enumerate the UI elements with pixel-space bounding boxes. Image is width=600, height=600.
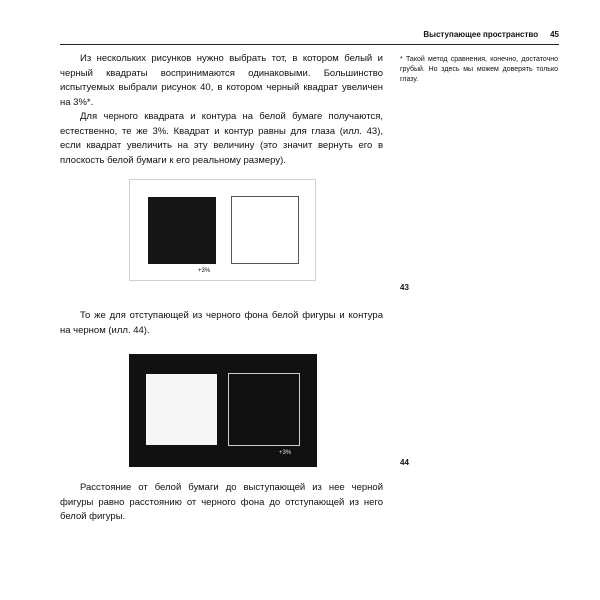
outline-square xyxy=(231,196,299,264)
figure-43-number: 43 xyxy=(400,283,409,292)
figure-43-label: +3% xyxy=(198,268,211,274)
running-title: Выступающее пространство xyxy=(423,30,539,39)
figure-43 xyxy=(129,179,316,281)
white-square xyxy=(146,374,217,445)
paragraph-3: То же для отступающей из черного фона белой фигуры и контура на черном (илл. 44). xyxy=(60,310,383,336)
figure-44-number: 44 xyxy=(400,458,409,467)
text-block-3 xyxy=(60,481,383,525)
page-header xyxy=(60,30,559,45)
outline-square-on-black xyxy=(228,373,300,446)
figure-44-label: +3% xyxy=(279,450,292,456)
page-number: 45 xyxy=(550,30,559,39)
text-block-1 xyxy=(60,52,383,168)
text-block-2 xyxy=(60,309,383,338)
paragraph-4: Расстояние от белой бумаги до выступающей из нее черной фигуры равно расстоянию от черного фона до отступающей из него белой фигуры. xyxy=(60,482,383,522)
paragraph-2: Для черного квадрата и контура на белой бумаге получаются, естественно, те же 3%. Квадрат и контур равны для глаза (илл. 43), если квадрат увеличить на эту величину (это значит вернуть его в плоскость белой бумаги к его реальному размеру). xyxy=(60,111,383,166)
footnote: * Такой метод сравнения, конечно, достаточно грубый. Но здесь мы можем доверять только глазу. xyxy=(400,56,558,83)
paragraph-1: Из нескольких рисунков нужно выбрать тот, в котором белый и черный квадраты воспринимаются одинаковыми. Большинство испытуемых выбрали рисунок 40, в котором черный квадрат увеличен на 3%*. xyxy=(60,53,383,108)
figure-44 xyxy=(129,354,317,467)
black-square xyxy=(148,197,216,264)
